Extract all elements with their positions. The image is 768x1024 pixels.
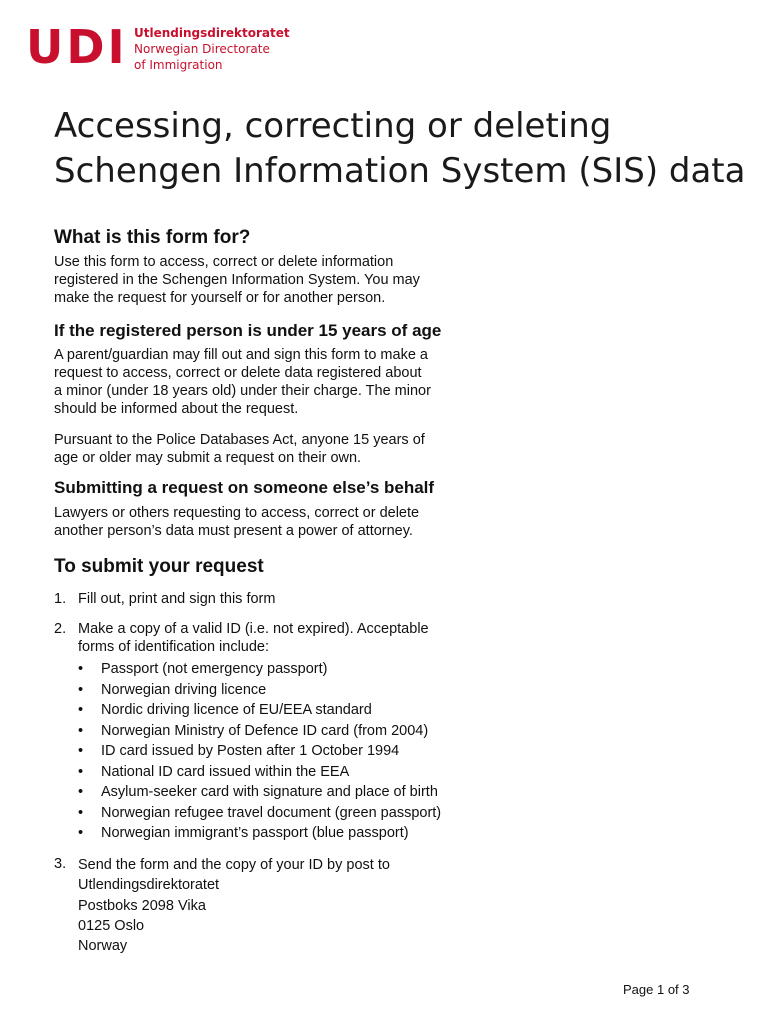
bullet-icon: • xyxy=(78,804,84,821)
list-item xyxy=(78,804,441,825)
heading-form-purpose: What is this form for? xyxy=(54,227,251,248)
page-title-line-2: Schengen Information System (SIS) data xyxy=(54,151,746,191)
list-item-text: Norwegian Ministry of Defence ID card (from 2004) xyxy=(101,722,429,739)
text-line: request to access, correct or delete data registered about xyxy=(54,365,422,381)
step-3-text xyxy=(78,855,390,956)
text-line: age or older may submit a request on their own. xyxy=(54,450,362,466)
list-item-text: ID card issued by Posten after 1 October 1994 xyxy=(101,743,400,759)
under-15-paragraph-2 xyxy=(54,431,425,467)
mailing-address-line: Utlendingsdirektoratet xyxy=(78,877,220,894)
text-line: a minor (under 18 years old) under their charge. The minor xyxy=(54,383,431,399)
bullet-icon: • xyxy=(78,681,84,698)
text-line: Pursuant to the Police Databases Act, anyone 15 years of xyxy=(54,432,425,448)
text-line: Lawyers or others requesting to access, correct or delete xyxy=(54,505,420,521)
behalf-text xyxy=(54,504,419,540)
form-purpose-text xyxy=(54,253,420,307)
bullet-icon: • xyxy=(78,722,84,739)
list-item-text: Passport (not emergency passport) xyxy=(101,661,328,677)
list-item xyxy=(78,783,441,804)
step-2-number: 2. xyxy=(54,621,67,637)
heading-under-15: If the registered person is under 15 years of age xyxy=(54,321,442,340)
page-title xyxy=(54,104,745,194)
udi-logo: UDI xyxy=(26,20,128,74)
under-15-paragraph-1 xyxy=(54,346,431,418)
list-item-text: Norwegian immigrant’s passport (blue passport) xyxy=(101,825,409,841)
step-1-text: Fill out, print and sign this form xyxy=(78,591,276,607)
list-item-text: Asylum-seeker card with signature and place of birth xyxy=(101,784,438,800)
text-line: forms of identification include: xyxy=(78,639,270,655)
list-item-text: National ID card issued within the EEA xyxy=(101,763,350,780)
bullet-icon: • xyxy=(78,702,84,718)
text-line: Send the form and the copy of your ID by post to xyxy=(78,857,390,873)
organization-name xyxy=(134,25,290,73)
list-item xyxy=(78,701,441,722)
bullet-icon: • xyxy=(78,743,84,759)
list-item-text: Norwegian driving licence xyxy=(101,681,267,698)
heading-submit-request: To submit your request xyxy=(54,556,264,577)
mailing-address-line: Norway xyxy=(78,938,128,955)
step-2-text xyxy=(78,620,429,656)
list-item-text: Nordic driving licence of EU/EEA standard xyxy=(101,702,372,718)
org-name-line-1: Utlendingsdirektoratet xyxy=(134,26,290,40)
text-line: Use this form to access, correct or delete information xyxy=(54,254,394,270)
list-item xyxy=(78,824,441,845)
step-3-number: 3. xyxy=(54,856,67,872)
step-1-number: 1. xyxy=(54,591,67,607)
heading-someone-elses-behalf: Submitting a request on someone else’s behalf xyxy=(54,478,435,497)
bullet-icon: • xyxy=(78,784,84,800)
mailing-address-line: Postboks 2098 Vika xyxy=(78,897,206,914)
list-item xyxy=(78,763,441,784)
list-item-text: Norwegian refugee travel document (green passport) xyxy=(101,804,442,821)
list-item xyxy=(78,742,441,763)
org-name-line-3: of Immigration xyxy=(134,58,223,72)
page-title-line-1: Accessing, correcting or deleting xyxy=(54,106,612,146)
bullet-icon: • xyxy=(78,763,84,780)
text-line: make the request for yourself or for another person. xyxy=(54,290,386,306)
text-line: A parent/guardian may fill out and sign this form to make a xyxy=(54,347,428,363)
id-types-list xyxy=(78,660,441,845)
mailing-address-line: 0125 Oslo xyxy=(78,917,145,934)
list-item xyxy=(78,681,441,702)
bullet-icon: • xyxy=(78,661,84,677)
text-line: another person’s data must present a power of attorney. xyxy=(54,523,413,539)
text-line: Make a copy of a valid ID (i.e. not expired). Acceptable xyxy=(78,621,429,637)
list-item xyxy=(78,722,441,743)
org-name-line-2: Norwegian Directorate xyxy=(134,42,270,56)
list-item xyxy=(78,660,441,681)
bullet-icon: • xyxy=(78,825,84,841)
text-line: registered in the Schengen Information System. You may xyxy=(54,272,420,288)
text-line: should be informed about the request. xyxy=(54,401,299,417)
page-number: Page 1 of 3 xyxy=(623,982,690,997)
